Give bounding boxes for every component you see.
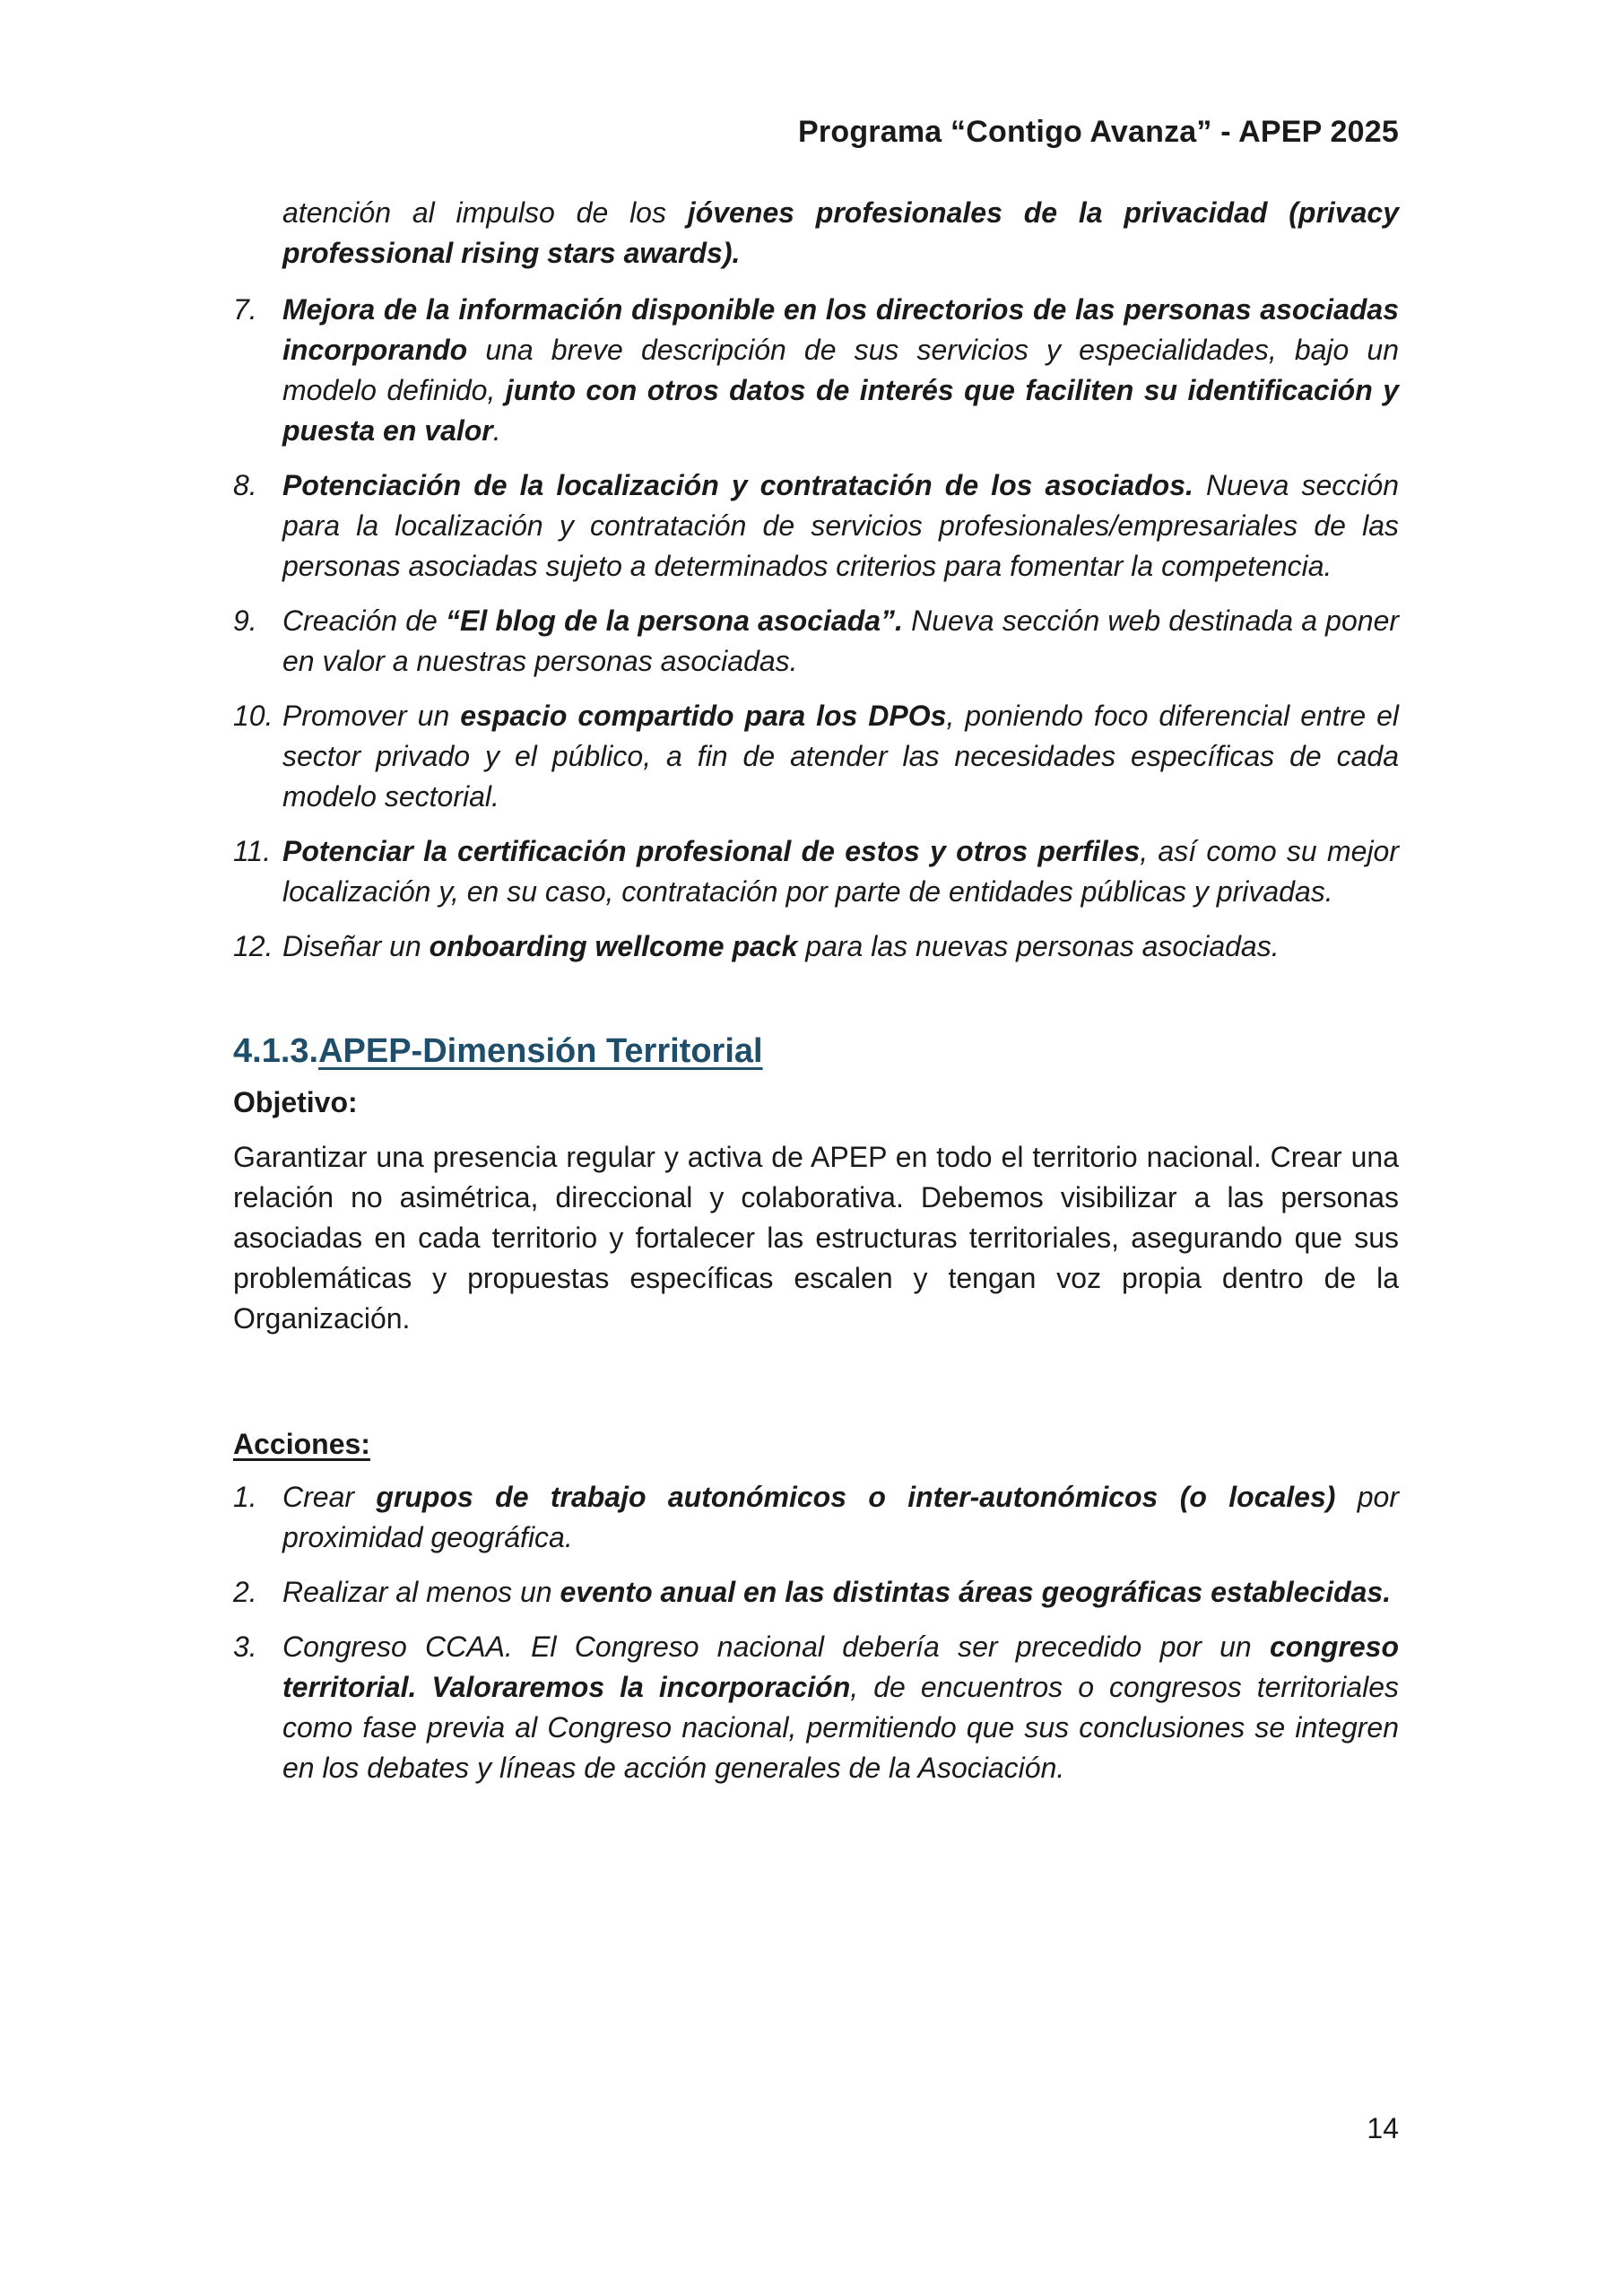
- continuation-text: atención al impulso de los: [282, 196, 688, 229]
- list-item-text: para las nuevas personas asociadas.: [797, 930, 1280, 962]
- list-item-number: 11.: [233, 835, 272, 867]
- list-item-bold-text: junto con otros datos de interés que faciliten su identificación y puesta en valor: [282, 374, 1399, 447]
- list-item: [233, 926, 1399, 967]
- list-item-text: Creación de: [282, 604, 446, 637]
- list-item-bold-text: onboarding wellcome pack: [429, 930, 798, 962]
- list-item: [233, 290, 1399, 451]
- list-item-number: 8.: [233, 469, 257, 501]
- list-item-number: 10.: [233, 700, 273, 732]
- list-item-text: , de encuentros o congresos territoriales como fase previa al Congreso nacional, permitiendo que sus conclusiones se integren en los debates y líneas de acción generales de la Asociación.: [282, 1671, 1399, 1784]
- list-item: [233, 831, 1399, 912]
- list-item: [233, 1572, 1399, 1613]
- objective-label: Objetivo:: [233, 1086, 358, 1118]
- list-item-text: Nueva sección para la localización y contratación de servicios profesionales/empresariales de las personas asociadas sujeto a determinados criterios para fomentar la competencia.: [282, 469, 1400, 582]
- list-item-text: Promover un: [282, 700, 461, 732]
- list-item-bold-text: evento anual en las distintas áreas geográficas establecidas.: [560, 1576, 1392, 1608]
- list-item-text: .: [492, 414, 501, 447]
- list-item-bold-text: Potenciación de la localización y contratación de los asociados.: [282, 469, 1193, 501]
- list-item-bold-text: “El blog de la persona asociada”.: [445, 604, 903, 637]
- list-item-text: por proximidad geográfica.: [282, 1481, 1399, 1553]
- list-item-number: 12.: [233, 930, 273, 962]
- list-item-text: Crear: [282, 1481, 377, 1513]
- list-item-text: Realizar al menos un: [282, 1576, 560, 1608]
- section-number: 4.1.3.: [233, 1032, 319, 1070]
- list-item: [233, 1477, 1399, 1558]
- list-item-text: una breve descripción de sus servicios y especialidades, bajo un modelo definido,: [282, 334, 1399, 406]
- list-item-bold-text: congreso territorial. Valoraremos la incorporación: [282, 1631, 1399, 1703]
- actions-label: Acciones:: [233, 1428, 370, 1460]
- list-item-number: 3.: [233, 1631, 257, 1663]
- list-item-bold-text: Mejora de la información disponible en los directorios de las personas asociadas incorporando: [282, 293, 1399, 366]
- list-item-number: 2.: [233, 1576, 257, 1608]
- list-item: [233, 465, 1399, 587]
- list-item: [233, 696, 1399, 817]
- list-item: [233, 1627, 1399, 1788]
- section-heading: [233, 1031, 1399, 1072]
- list-item-text: , así como su mejor localización y, en su caso, contratación por parte de entidades públicas y privadas.: [282, 835, 1400, 908]
- list-item-text: Nueva sección web destinada a poner en valor a nuestras personas asociadas.: [282, 604, 1400, 677]
- page-content: [233, 193, 1399, 1803]
- list-item-bold-text: grupos de trabajo autonómicos o inter-autonómicos (o locales): [376, 1481, 1336, 1513]
- page-number: 14: [1367, 2112, 1399, 2144]
- list-item-bold-text: espacio compartido para los DPOs: [460, 700, 947, 732]
- objective-paragraph: Garantizar una presencia regular y activa de APEP en todo el territorio nacional. Crear una relación no asimétrica, direccional y colaborativa. Debemos visibilizar a las personas asociadas en cada territorio y fortalecer las estructuras territoriales, asegurando que sus problemáticas y propuestas específicas escalen y tengan voz propia dentro de la Organización.: [233, 1141, 1399, 1335]
- list-item-number: 9.: [233, 604, 257, 637]
- list-item: [233, 601, 1399, 682]
- list-item-bold-text: Potenciar la certificación profesional de estos y otros perfiles: [282, 835, 1141, 867]
- list-item-continuation: [233, 193, 1399, 274]
- list-item-text: Diseñar un: [282, 930, 430, 962]
- list-item-number: 7.: [233, 293, 257, 326]
- list-item-number: 1.: [233, 1481, 257, 1513]
- continuation-bold-text: jóvenes profesionales de la privacidad (privacy professional rising stars awards).: [282, 196, 1399, 269]
- section-title: APEP-Dimensión Territorial: [318, 1032, 763, 1070]
- list-item-text: , poniendo foco diferencial entre el sector privado y el público, a fin de atender las necesidades específicas de cada modelo sectorial.: [282, 700, 1400, 813]
- page-header: Programa “Contigo Avanza” - APEP 2025: [798, 115, 1399, 149]
- list-item-text: Congreso CCAA. El Congreso nacional debería ser precedido por un: [282, 1631, 1270, 1663]
